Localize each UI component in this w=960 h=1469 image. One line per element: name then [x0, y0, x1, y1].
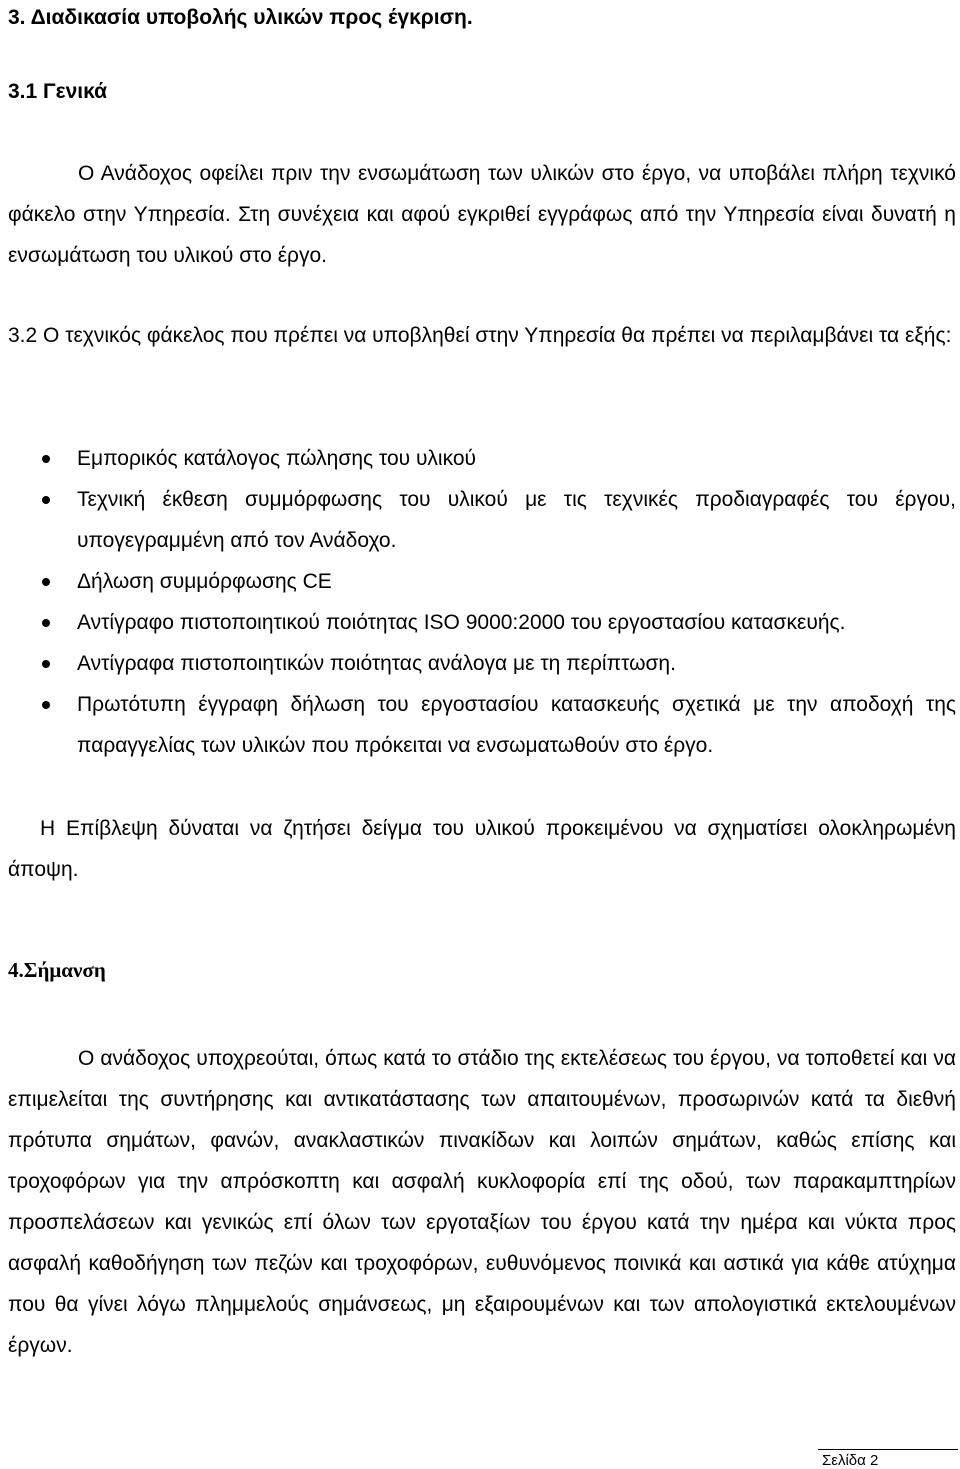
supervision-paragraph: Η Επίβλεψη δύναται να ζητήσει δείγμα του υλικού προκειμένου να σχηματίσει ολοκληρωμένη άποψη.: [8, 817, 956, 881]
section-4-paragraph: Ο ανάδοχος υποχρεούται, όπως κατά το στάδιο της εκτελέσεως του έργου, να τοποθετεί και να επιμελείται της συντήρησης και αντικατάστασης των απαιτουμένων, προσωρινών κατά τα διεθνή πρότυπα σημάτων, φανών, ανακλαστικών πινακίδων και λοιπών σημάτων, καθώς επίσης και τροχοφόρων για την απρόσκοπτη και ασφαλή κυκλοφορία επί της οδού, των παρακαμπτηρίων προσπελάσεων και γενικώς επί όλων των εργοταξίων του έργου κατά την ημέρα και νύκτα προς ασφαλή καθοδήγηση των πεζών και τροχοφόρων, ευθυνόμενος ποινικά και αστικά για κάθε ατύχημα που θα γίνει λόγω πλημμελούς σημάνσεως, μη εξαιρουμένων και των απολογιστικά εκτελουμένων έργων.: [8, 1047, 956, 1357]
section-3-title: 3. Διαδικασία υποβολής υλικών προς έγκριση.: [8, 6, 473, 29]
section-3-1-title: 3.1 Γενικά: [8, 80, 108, 103]
section-3-2-paragraph: 3.2 Ο τεχνικός φάκελος που πρέπει να υποβληθεί στην Υπηρεσία θα πρέπει να περιλαμβάνει τα εξής:: [8, 324, 952, 347]
list-item: Αντίγραφα πιστοποιητικών ποιότητας ανάλογα με τη περίπτωση.: [0, 643, 956, 684]
list-item: Εμπορικός κατάλογος πώλησης του υλικού: [0, 438, 956, 479]
footer-divider: [818, 1449, 958, 1450]
list-item: Τεχνική έκθεση συμμόρφωσης του υλικού με τις τεχνικές προδιαγραφές του έργου, υπογεγραμμένη από τον Ανάδοχο.: [0, 479, 956, 561]
section-3-1-paragraph: Ο Ανάδοχος οφείλει πριν την ενσωμάτωση των υλικών στο έργο, να υποβάλει πλήρη τεχνικό φάκελο στην Υπηρεσία. Στη συνέχεια και αφού εγκριθεί εγγράφως από την Υπηρεσία είναι δυνατή η ενσωμάτωση του υλικού στο έργο.: [8, 162, 956, 267]
section-4-title: 4.Σήμανση: [8, 958, 106, 982]
list-item: Πρωτότυπη έγγραφη δήλωση του εργοστασίου κατασκευής σχετικά με την αποδοχή της παραγγελίας των υλικών που πρόκειται να ενσωματωθούν στο έργο.: [0, 684, 956, 766]
page-number: Σελίδα 2: [822, 1452, 879, 1469]
requirements-list: [0, 438, 956, 766]
list-item: Δήλωση συμμόρφωσης CE: [0, 561, 956, 602]
list-item: Αντίγραφο πιστοποιητικού ποιότητας ISO 9000:2000 του εργοστασίου κατασκευής.: [0, 602, 956, 643]
